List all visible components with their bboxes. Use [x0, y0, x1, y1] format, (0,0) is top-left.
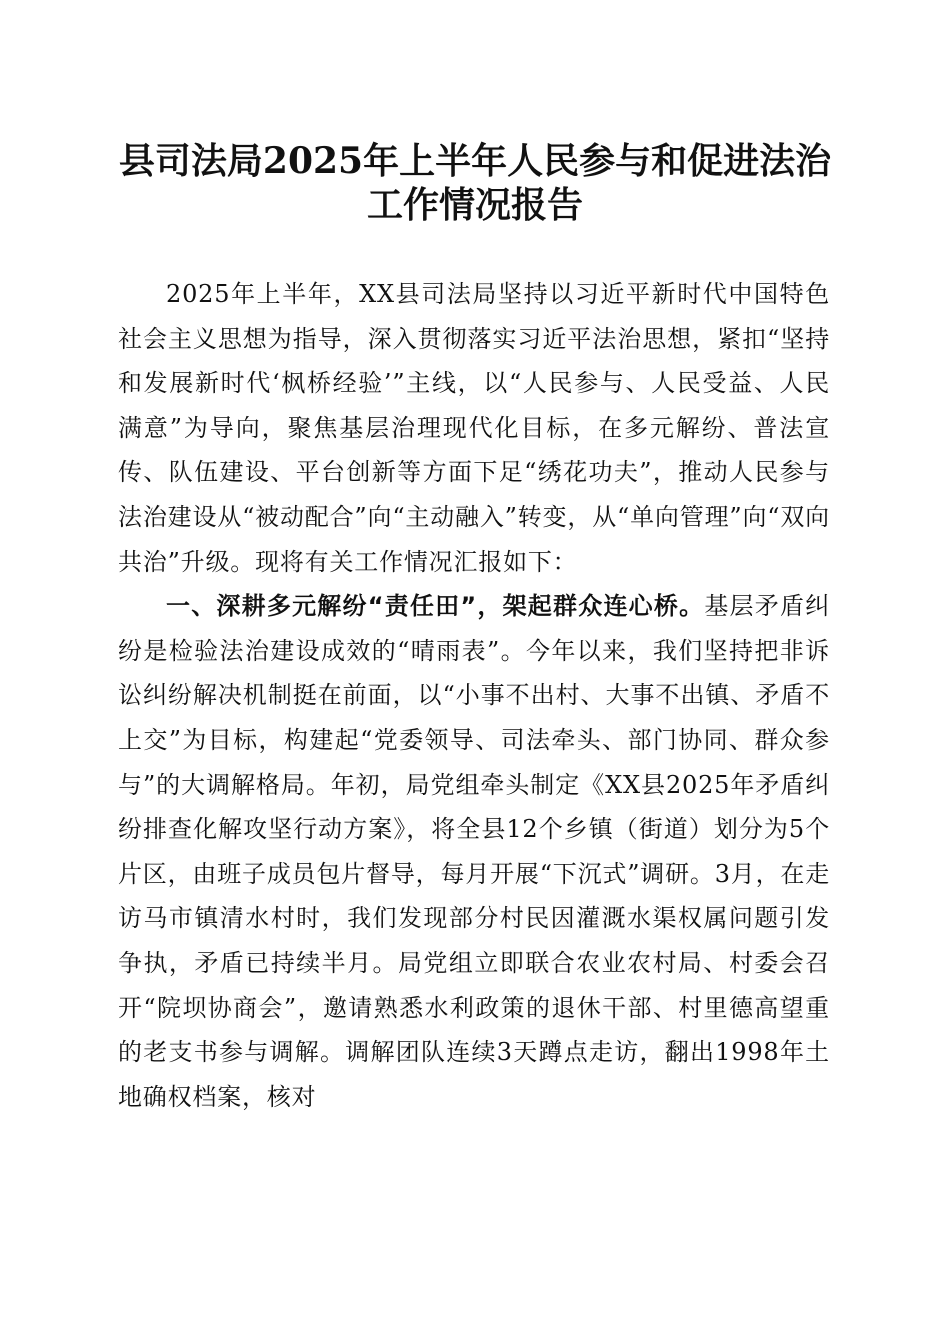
section-1-paragraph: [118, 584, 830, 1119]
document-body: [118, 272, 830, 1119]
section-1-text: 基层矛盾纠纷是检验法治建设成效的“晴雨表”。今年以来，我们坚持把非诉讼纠纷解决机制挺在前面，以“小事不出村、大事不出镇、矛盾不上交”为目标，构建起“党委领导、司法牵头、部门协同、群众参与”的大调解格局。年初，局党组牵头制定《XX县2025年矛盾纠纷排查化解攻坚行动方案》，将全县12个乡镇（街道）划分为5个片区，由班子成员包片督导，每月开展“下沉式”调研。3月，在走访马市镇清水村时，我们发现部分村民因灌溉水渠权属问题引发争执，矛盾已持续半月。局党组立即联合农业农村局、村委会召开“院坝协商会”，邀请熟悉水利政策的退休干部、村里德高望重的老支书参与调解。调解团队连续3天蹲点走访，翻出1998年土地确权档案，核对: [118, 592, 830, 1111]
document-title-line-1: 县司法局2025年上半年人民参与和促进法治: [118, 140, 832, 182]
section-1-heading: 一、深耕多元解纷“责任田”，架起群众连心桥。: [166, 592, 705, 621]
document-title-line-2: 工作情况报告: [366, 184, 583, 226]
intro-paragraph: 2025年上半年，XX县司法局坚持以习近平新时代中国特色社会主义思想为指导，深入贯彻落实习近平法治思想，紧扣“坚持和发展新时代‘枫桥经验’”主线，以“人民参与、人民受益、人民满意”为导向，聚焦基层治理现代化目标，在多元解纷、普法宣传、队伍建设、平台创新等方面下足“绣花功夫”，推动人民参与法治建设从“被动配合”向“主动融入”转变，从“单向管理”向“双向共治”升级。现将有关工作情况汇报如下：: [118, 280, 830, 576]
